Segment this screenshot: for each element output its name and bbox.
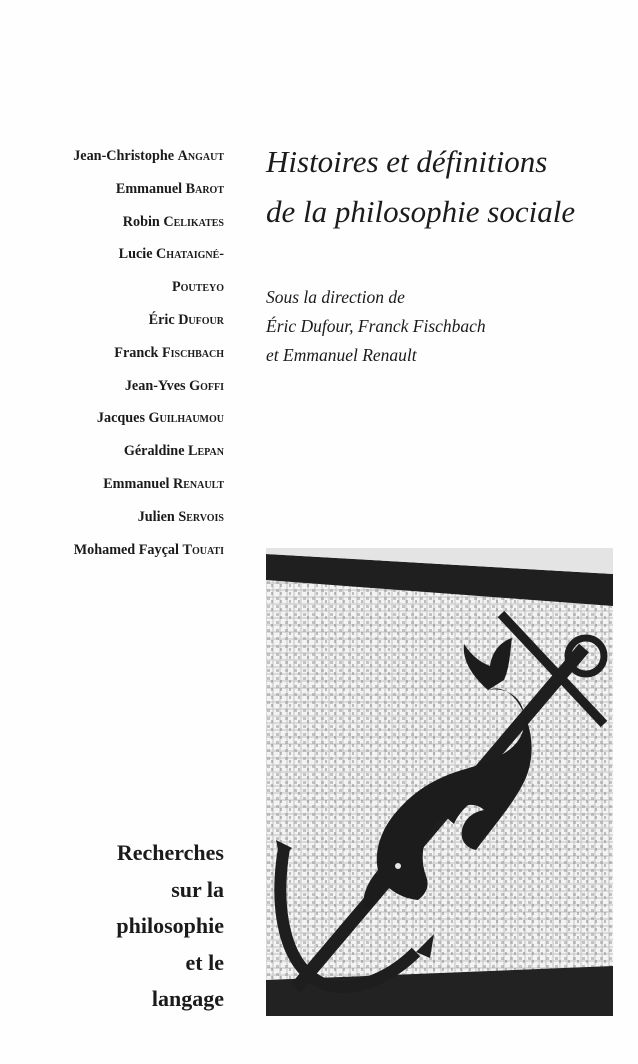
editors-credit-line: Sous la direction de: [266, 287, 405, 307]
author-name-continued: Pouteyo: [171, 279, 224, 296]
book-title-line: de la philosophie sociale: [266, 194, 576, 229]
collection-name: [4, 835, 224, 1018]
author-name: Robin Celikates: [122, 213, 224, 230]
author-name: Jacques Guilhaumou: [96, 410, 224, 427]
author-name: Jean-Christophe Angaut: [73, 148, 224, 164]
collection-line: sur la: [171, 876, 224, 902]
author-name: Éric Dufour: [148, 311, 224, 328]
author-name: Emmanuel Renault: [103, 475, 224, 492]
mosaic-illustration: [266, 548, 613, 1016]
editors-credit-line: Éric Dufour, Franck Fischbach: [266, 316, 486, 336]
book-title: [266, 137, 636, 237]
author-name: Lucie Chataigné-: [118, 246, 224, 263]
collection-line: philosophie: [116, 913, 224, 938]
author-name: Franck Fischbach: [114, 344, 224, 361]
book-title-line: Histoires et définitions: [266, 144, 548, 179]
editors-credit: [266, 283, 636, 370]
author-name: Julien Servois: [137, 508, 224, 525]
collection-line: et le: [185, 949, 224, 975]
author-name: Géraldine Lepan: [123, 443, 224, 460]
author-name: Emmanuel Barot: [115, 180, 224, 197]
author-name: Jean-Yves Goffi: [124, 377, 224, 394]
author-list: [10, 140, 224, 566]
editors-credit-line: et Emmanuel Renault: [266, 345, 417, 365]
collection-line: Recherches: [116, 840, 224, 865]
collection-line: langage: [151, 986, 224, 1011]
author-name: Mohamed Fayçal Touati: [73, 541, 224, 558]
